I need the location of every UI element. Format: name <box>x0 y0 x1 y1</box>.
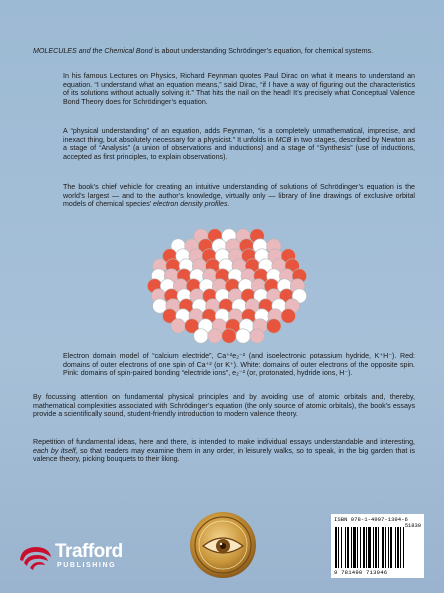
intro-paragraph <box>33 47 415 56</box>
barcode-bar <box>400 527 401 568</box>
barcode-bar <box>366 527 367 568</box>
barcode-bar <box>378 527 379 568</box>
publisher-sub: PUBLISHING <box>57 562 117 569</box>
barcode-bar <box>395 527 396 568</box>
barcode-bar <box>373 527 374 568</box>
p5-text-a: Repetition of fundamental ideas, here and there, is intended to make individual essays understandable and interesting, <box>33 438 415 446</box>
figure-caption: Electron domain model of “calcium electride”, Ca⁺²e₂⁻² (and isoelectronic potassium hydride, K⁺H⁻). Red: domains of outer electrons of one spin of Ca⁺² (or K⁺). White: domains of outer electrons of the opposite spin. Pink: domains of spin-paired bonding “electride ions”, e₂⁻² (or, protonated, hydride ions, H⁻). <box>63 352 415 378</box>
electron-domain-sphere <box>171 319 185 333</box>
focussing-paragraph: By focussing attention on fundamental physical principles and by avoiding use of atomic orbitals and, thereby, mathematical complexities associated with Schrödinger’s equation (the only source of atomic orbitals), the book’s essays provide a scientifically sound, student-friendly introduction to modern valence theory. <box>33 393 415 419</box>
feynman-dirac-paragraph: In his famous Lectures on Physics, Richard Feynman quotes Paul Dirac on what it means to understand an equation. “I understand what an equation means,” said Dirac, “if I have a way of figuring out the characteristics of its solutions without actually solving it.” That hits the nail on the head! It’s precisely what Conceptual Valence Bond Theory does for Schrödinger’s equation. <box>63 72 415 106</box>
electron-domain-sphere <box>222 329 236 343</box>
mcb-italic: MCB <box>275 135 292 144</box>
trafford-logo-mark <box>17 543 53 573</box>
repetition-paragraph <box>33 438 415 464</box>
barcode-bar <box>335 527 337 568</box>
p2-text-a: A “physical understanding” of an equation, adds Feynman, “is a completely unmathematical, imprecise, and inexact thing, but absolutely necessary for a physicist.” It unfolds in <box>63 127 415 144</box>
barcode-bar <box>345 527 346 568</box>
p5-text-b: so that readers may examine them in any order, in leisurely walks, so to speak, in the big garden that is valence theory, picking bouquets to their liking. <box>33 446 415 464</box>
barcode-bars <box>335 527 421 568</box>
electron-domain-model-figure <box>142 226 310 346</box>
barcode-bar <box>353 527 356 568</box>
electron-domain-sphere <box>250 329 264 343</box>
barcode-bar <box>388 527 389 568</box>
barcode-bar <box>390 527 392 568</box>
electron-domain-sphere <box>281 309 295 323</box>
electron-density-italic: electron density profiles. <box>153 200 230 209</box>
price-code: 51830 <box>404 523 421 529</box>
electron-domain-sphere <box>208 329 222 343</box>
book-title-italic: MOLECULES and the Chemical Bond <box>33 47 153 55</box>
barcode-bar <box>360 527 361 568</box>
barcode-bar <box>338 527 339 568</box>
publisher-name: Trafford <box>55 541 123 562</box>
barcode-bar <box>363 527 365 568</box>
barcode-bar <box>357 527 358 568</box>
p3-text-a: The book’s chief vehicle for creating an intuitive understanding of solutions of Schrödinger’s equation is the world’s largest — and to the author’s knowledge, virtually only — library of line drawings of exclusive orbital models of chemical species’ <box>63 183 415 209</box>
barcode-bar <box>403 527 404 568</box>
barcode-bar <box>368 527 371 568</box>
barcode-bar <box>375 527 377 568</box>
barcode-bar <box>347 527 349 568</box>
physical-understanding-paragraph <box>63 127 415 161</box>
barcode-bar <box>385 527 386 568</box>
trafford-publishing-logo <box>17 541 147 577</box>
gold-seal-eye-emblem <box>188 510 258 580</box>
isbn-barcode <box>331 514 424 578</box>
each-by-itself-italic: each by itself, <box>33 446 78 455</box>
electron-domain-sphere <box>236 329 250 343</box>
barcode-bar <box>351 527 352 568</box>
electron-domain-sphere <box>267 319 281 333</box>
barcode-digits: 9 781490 713946 <box>334 569 388 576</box>
vehicle-paragraph <box>63 183 415 209</box>
intro-rest: is about understanding Schrödinger’s equation, for chemical systems. <box>152 47 374 55</box>
electron-domain-sphere <box>194 329 208 343</box>
barcode-bar <box>397 527 399 568</box>
isbn-text: ISBN 978-1-4907-1394-6 <box>334 516 408 523</box>
p2-text-b: in two stages, described by Newton as a stage of “Analysis” (a union of observations and inductions) and a stage of “Synthesis” (use of inductions, accepted as first principles, to explain observations). <box>63 135 415 161</box>
barcode-bar <box>382 527 384 568</box>
barcode-bar <box>341 527 342 568</box>
